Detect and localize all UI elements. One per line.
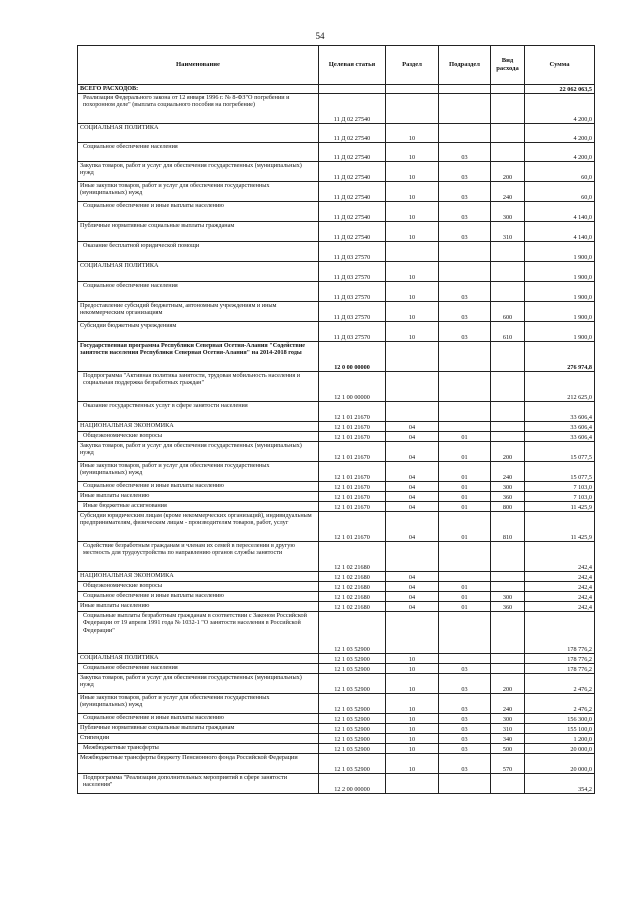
cell-sum: 15 077,5	[525, 442, 595, 462]
cell-sum: 4 200,0	[525, 94, 595, 124]
cell-sum: 20 000,0	[525, 754, 595, 774]
cell-subsection: 01	[439, 502, 491, 512]
cell-name: Закупка товаров, работ и услуг для обеспечения государственных (муниципальных) нужд	[78, 162, 319, 182]
cell-section: 10	[386, 724, 439, 734]
table-row	[78, 162, 595, 182]
cell-section: 10	[386, 654, 439, 664]
cell-article: 12 1 00 00000	[319, 372, 386, 402]
header-sum: Сумма	[525, 46, 595, 85]
cell-article: 11 Д 02 27540	[319, 162, 386, 182]
cell-sum: 155 100,0	[525, 724, 595, 734]
cell-expense-type	[491, 422, 525, 432]
cell-section: 04	[386, 482, 439, 492]
cell-expense-type	[491, 372, 525, 402]
cell-expense-type	[491, 242, 525, 262]
cell-subsection	[439, 542, 491, 572]
cell-section: 10	[386, 302, 439, 322]
cell-name: СОЦИАЛЬНАЯ ПОЛИТИКА	[78, 124, 319, 143]
cell-name: НАЦИОНАЛЬНАЯ ЭКОНОМИКА	[78, 422, 319, 432]
table-row	[78, 442, 595, 462]
cell-article: 12 1 02 21680	[319, 572, 386, 582]
table-row	[78, 654, 595, 664]
cell-sum: 178 776,2	[525, 612, 595, 654]
cell-section: 10	[386, 182, 439, 202]
cell-subsection	[439, 612, 491, 654]
cell-subsection: 03	[439, 754, 491, 774]
cell-expense-type	[491, 143, 525, 162]
cell-section: 04	[386, 572, 439, 582]
cell-article: 12 1 01 21670	[319, 462, 386, 482]
table-row	[78, 124, 595, 143]
table-row	[78, 774, 595, 794]
cell-expense-type	[491, 774, 525, 794]
cell-expense-type: 800	[491, 502, 525, 512]
table-row	[78, 612, 595, 654]
cell-article: 11 Д 02 27540	[319, 182, 386, 202]
cell-section: 10	[386, 674, 439, 694]
cell-subsection: 03	[439, 143, 491, 162]
cell-article: 12 1 03 52900	[319, 674, 386, 694]
cell-name: Иные закупки товаров, работ и услуг для обеспечения государственных (муниципальных) нужд	[78, 694, 319, 714]
cell-name: СОЦИАЛЬНАЯ ПОЛИТИКА	[78, 262, 319, 282]
cell-subsection: 03	[439, 714, 491, 724]
cell-section	[386, 85, 439, 94]
cell-name: СОЦИАЛЬНАЯ ПОЛИТИКА	[78, 654, 319, 664]
cell-sum: 60,0	[525, 182, 595, 202]
cell-subsection: 03	[439, 322, 491, 342]
table-row	[78, 242, 595, 262]
cell-sum: 11 425,9	[525, 512, 595, 542]
cell-article: 12 1 03 52900	[319, 754, 386, 774]
cell-name: Иные выплаты населению	[78, 492, 319, 502]
cell-expense-type	[491, 402, 525, 422]
cell-article: 11 Д 02 27540	[319, 143, 386, 162]
cell-sum: 7 103,0	[525, 492, 595, 502]
cell-subsection	[439, 94, 491, 124]
cell-name: Иные бюджетные ассигнования	[78, 502, 319, 512]
cell-section	[386, 612, 439, 654]
cell-section: 04	[386, 582, 439, 592]
header-name: Наименование	[78, 46, 319, 85]
cell-section: 04	[386, 592, 439, 602]
cell-expense-type: 310	[491, 724, 525, 734]
cell-expense-type	[491, 572, 525, 582]
table-row	[78, 422, 595, 432]
cell-section: 10	[386, 143, 439, 162]
cell-article: 12 1 01 21670	[319, 422, 386, 432]
cell-subsection: 01	[439, 492, 491, 502]
cell-name: Социальное обеспечение и иные выплаты населению	[78, 592, 319, 602]
cell-section: 10	[386, 262, 439, 282]
cell-section: 04	[386, 432, 439, 442]
cell-expense-type	[491, 85, 525, 94]
cell-name: Иные выплаты населению	[78, 602, 319, 612]
cell-subsection: 03	[439, 282, 491, 302]
table-row	[78, 182, 595, 202]
cell-sum: 15 077,5	[525, 462, 595, 482]
cell-sum: 60,0	[525, 162, 595, 182]
cell-name: Социальные выплаты безработным гражданам в соответствии с Законом Российской Федерации от 19 апреля 1991 года № 1032-1 "О занятости населения в Российской Федерации"	[78, 612, 319, 654]
cell-subsection	[439, 774, 491, 794]
table-row	[78, 222, 595, 242]
cell-sum: 242,4	[525, 542, 595, 572]
cell-expense-type	[491, 582, 525, 592]
table-row	[78, 572, 595, 582]
cell-expense-type	[491, 124, 525, 143]
cell-article: 12 1 03 52900	[319, 612, 386, 654]
cell-section: 04	[386, 422, 439, 432]
cell-section: 10	[386, 734, 439, 744]
cell-name: Социальное обеспечение и иные выплаты населению	[78, 714, 319, 724]
cell-name: Государственная программа Республики Северная Осетия-Алания "Содействие занятости населения Республики Северная Осетия-Алания" на 2014-2018 годы	[78, 342, 319, 372]
table-row	[78, 674, 595, 694]
cell-expense-type	[491, 612, 525, 654]
cell-article: 12 1 03 52900	[319, 714, 386, 724]
cell-expense-type: 360	[491, 492, 525, 502]
table-row	[78, 372, 595, 402]
cell-sum: 1 900,0	[525, 242, 595, 262]
cell-expense-type: 300	[491, 482, 525, 492]
table-row	[78, 262, 595, 282]
table-body	[78, 85, 595, 794]
header-expense-type: Вид расхода	[491, 46, 525, 85]
cell-name: Общеэкономические вопросы	[78, 432, 319, 442]
cell-subsection	[439, 124, 491, 143]
cell-section: 10	[386, 222, 439, 242]
cell-section: 04	[386, 512, 439, 542]
table-row	[78, 342, 595, 372]
cell-sum: 178 776,2	[525, 654, 595, 664]
cell-section: 04	[386, 462, 439, 482]
cell-article	[319, 85, 386, 94]
cell-expense-type: 300	[491, 592, 525, 602]
cell-expense-type	[491, 542, 525, 572]
cell-subsection: 03	[439, 222, 491, 242]
cell-sum: 33 606,4	[525, 432, 595, 442]
cell-subsection	[439, 402, 491, 422]
cell-sum: 2 476,2	[525, 674, 595, 694]
cell-subsection: 01	[439, 442, 491, 462]
cell-section: 10	[386, 664, 439, 674]
cell-expense-type: 570	[491, 754, 525, 774]
cell-article: 11 Д 03 27570	[319, 242, 386, 262]
cell-name: Предоставление субсидий бюджетным, автономным учреждениям и иным некоммерческим организациям	[78, 302, 319, 322]
cell-sum: 4 140,0	[525, 222, 595, 242]
cell-expense-type	[491, 432, 525, 442]
table-row	[78, 754, 595, 774]
cell-section	[386, 242, 439, 262]
cell-section: 10	[386, 714, 439, 724]
cell-article: 12 1 01 21670	[319, 482, 386, 492]
cell-name: Подпрограмма "Активная политика занятости, трудовая мобильность населения и социальная поддержка безработных граждан"	[78, 372, 319, 402]
cell-sum: 1 200,0	[525, 734, 595, 744]
cell-section: 04	[386, 502, 439, 512]
table-row	[78, 512, 595, 542]
cell-expense-type: 610	[491, 322, 525, 342]
table-header-row	[78, 46, 595, 85]
cell-article: 12 1 03 52900	[319, 744, 386, 754]
cell-sum: 22 062 063,5	[525, 85, 595, 94]
cell-sum: 33 606,4	[525, 402, 595, 422]
cell-section: 10	[386, 162, 439, 182]
table-row	[78, 282, 595, 302]
cell-name: НАЦИОНАЛЬНАЯ ЭКОНОМИКА	[78, 572, 319, 582]
cell-section: 10	[386, 754, 439, 774]
cell-name: Оказание бесплатной юридической помощи	[78, 242, 319, 262]
cell-name: Субсидии юридическим лицам (кроме некоммерческих организаций), индивидуальным предпринимателям, физическим лицам - производителям товаров, работ, услуг	[78, 512, 319, 542]
cell-article: 12 1 03 52900	[319, 664, 386, 674]
cell-expense-type: 300	[491, 714, 525, 724]
cell-subsection	[439, 572, 491, 582]
table-row	[78, 302, 595, 322]
cell-article: 12 1 02 21680	[319, 582, 386, 592]
table-row	[78, 744, 595, 754]
cell-section	[386, 774, 439, 794]
cell-article: 11 Д 02 27540	[319, 94, 386, 124]
cell-name: Межбюджетные трансферты	[78, 744, 319, 754]
cell-subsection: 03	[439, 302, 491, 322]
cell-article: 12 1 02 21680	[319, 542, 386, 572]
cell-name: Иные закупки товаров, работ и услуг для обеспечения государственных (муниципальных) нужд	[78, 182, 319, 202]
cell-expense-type: 240	[491, 182, 525, 202]
cell-article: 12 1 01 21670	[319, 492, 386, 502]
cell-subsection	[439, 262, 491, 282]
cell-name: Подпрограмма "Реализация дополнительных мероприятий в сфере занятости населения"	[78, 774, 319, 794]
cell-expense-type: 240	[491, 462, 525, 482]
cell-name: ВСЕГО РАСХОДОВ:	[78, 85, 319, 94]
cell-article: 12 1 01 21670	[319, 512, 386, 542]
cell-section	[386, 94, 439, 124]
cell-subsection: 03	[439, 182, 491, 202]
cell-section	[386, 372, 439, 402]
table-row	[78, 714, 595, 724]
cell-sum: 2 476,2	[525, 694, 595, 714]
cell-expense-type	[491, 262, 525, 282]
table-row	[78, 502, 595, 512]
cell-name: Закупка товаров, работ и услуг для обеспечения государственных (муниципальных) нужд	[78, 442, 319, 462]
table-row	[78, 602, 595, 612]
cell-article: 12 2 00 00000	[319, 774, 386, 794]
cell-article: 11 Д 03 27570	[319, 302, 386, 322]
cell-expense-type: 600	[491, 302, 525, 322]
cell-name: Содействие безработным гражданам и членам их семей в переселении в другую местность для трудоустройства по направлению органов службы занятости	[78, 542, 319, 572]
cell-subsection: 03	[439, 162, 491, 182]
table-row	[78, 492, 595, 502]
cell-article: 12 1 01 21670	[319, 402, 386, 422]
cell-section: 04	[386, 602, 439, 612]
cell-subsection: 03	[439, 744, 491, 754]
cell-article: 12 1 02 21680	[319, 592, 386, 602]
cell-name: Субсидии бюджетным учреждениям	[78, 322, 319, 342]
cell-subsection	[439, 422, 491, 432]
cell-sum: 242,4	[525, 572, 595, 582]
cell-name: Социальное обеспечение и иные выплаты населению	[78, 202, 319, 222]
cell-article: 12 1 02 21680	[319, 602, 386, 612]
cell-article: 12 1 03 52900	[319, 724, 386, 734]
cell-expense-type: 200	[491, 442, 525, 462]
cell-article: 12 1 03 52900	[319, 654, 386, 664]
cell-name: Публичные нормативные социальные выплаты гражданам	[78, 724, 319, 734]
cell-section	[386, 542, 439, 572]
cell-sum: 4 200,0	[525, 124, 595, 143]
cell-subsection: 01	[439, 592, 491, 602]
cell-subsection: 03	[439, 734, 491, 744]
cell-subsection: 01	[439, 602, 491, 612]
cell-subsection: 03	[439, 724, 491, 734]
cell-name: Публичные нормативные социальные выплаты гражданам	[78, 222, 319, 242]
cell-article: 12 0 00 00000	[319, 342, 386, 372]
cell-article: 11 Д 02 27540	[319, 124, 386, 143]
table-row	[78, 322, 595, 342]
cell-name: Социальное обеспечение населения	[78, 143, 319, 162]
cell-expense-type: 200	[491, 674, 525, 694]
cell-section: 04	[386, 492, 439, 502]
cell-subsection: 03	[439, 694, 491, 714]
cell-name: Закупка товаров, работ и услуг для обеспечения государственных (муниципальных) нужд	[78, 674, 319, 694]
cell-sum: 20 000,0	[525, 744, 595, 754]
cell-sum: 11 425,9	[525, 502, 595, 512]
cell-sum: 242,4	[525, 592, 595, 602]
cell-expense-type: 810	[491, 512, 525, 542]
cell-sum: 212 625,0	[525, 372, 595, 402]
table-row	[78, 734, 595, 744]
cell-sum: 242,4	[525, 582, 595, 592]
table-row	[78, 85, 595, 94]
cell-subsection	[439, 342, 491, 372]
cell-name: Стипендии	[78, 734, 319, 744]
cell-subsection: 01	[439, 482, 491, 492]
cell-name: Социальное обеспечение населения	[78, 282, 319, 302]
cell-sum: 178 776,2	[525, 664, 595, 674]
cell-name: Оказание государственных услуг в сфере занятости населения	[78, 402, 319, 422]
cell-sum: 4 140,0	[525, 202, 595, 222]
cell-expense-type: 500	[491, 744, 525, 754]
table-row	[78, 724, 595, 734]
cell-subsection	[439, 654, 491, 664]
cell-section: 10	[386, 124, 439, 143]
cell-name: Реализация Федерального закона от 12 января 1996 г. № 8-ФЗ"О погребении и похоронном деле" (выплата социального пособия на погребение)	[78, 94, 319, 124]
header-article: Целевая статья	[319, 46, 386, 85]
page-number: 54	[315, 31, 325, 41]
cell-sum: 1 900,0	[525, 302, 595, 322]
cell-sum: 7 103,0	[525, 482, 595, 492]
table-row	[78, 432, 595, 442]
cell-sum: 33 606,4	[525, 422, 595, 432]
cell-subsection: 01	[439, 512, 491, 542]
table-row	[78, 143, 595, 162]
cell-name: Социальное обеспечение и иные выплаты населению	[78, 482, 319, 492]
cell-article: 12 1 03 52900	[319, 734, 386, 744]
table-row	[78, 592, 595, 602]
cell-subsection	[439, 372, 491, 402]
cell-article: 12 1 01 21670	[319, 502, 386, 512]
cell-name: Иные закупки товаров, работ и услуг для обеспечения государственных (муниципальных) нужд	[78, 462, 319, 482]
cell-article: 12 1 01 21670	[319, 432, 386, 442]
cell-sum: 354,2	[525, 774, 595, 794]
cell-article: 11 Д 03 27570	[319, 322, 386, 342]
cell-article: 11 Д 03 27570	[319, 262, 386, 282]
cell-sum: 1 900,0	[525, 282, 595, 302]
cell-sum: 1 900,0	[525, 322, 595, 342]
cell-section: 10	[386, 202, 439, 222]
cell-expense-type: 200	[491, 162, 525, 182]
table-row	[78, 462, 595, 482]
cell-section: 10	[386, 744, 439, 754]
cell-section: 10	[386, 322, 439, 342]
cell-expense-type: 300	[491, 202, 525, 222]
cell-name: Межбюджетные трансферты бюджету Пенсионного фонда Российской Федерации	[78, 754, 319, 774]
cell-article: 11 Д 03 27570	[319, 282, 386, 302]
cell-section	[386, 342, 439, 372]
table-row	[78, 94, 595, 124]
cell-sum: 4 200,0	[525, 143, 595, 162]
table-row	[78, 402, 595, 422]
cell-expense-type	[491, 94, 525, 124]
budget-table	[77, 45, 595, 794]
cell-expense-type	[491, 342, 525, 372]
cell-subsection	[439, 242, 491, 262]
cell-section: 04	[386, 442, 439, 462]
cell-subsection: 01	[439, 432, 491, 442]
cell-expense-type	[491, 282, 525, 302]
header-section: Раздел	[386, 46, 439, 85]
cell-expense-type: 310	[491, 222, 525, 242]
cell-subsection: 01	[439, 462, 491, 482]
cell-sum: 1 900,0	[525, 262, 595, 282]
cell-article: 12 1 03 52900	[319, 694, 386, 714]
table-row	[78, 582, 595, 592]
cell-sum: 242,4	[525, 602, 595, 612]
cell-sum: 276 974,8	[525, 342, 595, 372]
cell-expense-type: 340	[491, 734, 525, 744]
cell-expense-type: 240	[491, 694, 525, 714]
table-row	[78, 542, 595, 572]
cell-name: Социальное обеспечение населения	[78, 664, 319, 674]
table-row	[78, 694, 595, 714]
cell-subsection: 03	[439, 202, 491, 222]
cell-subsection: 03	[439, 664, 491, 674]
cell-article: 12 1 01 21670	[319, 442, 386, 462]
cell-expense-type	[491, 664, 525, 674]
cell-subsection: 03	[439, 674, 491, 694]
cell-section: 10	[386, 694, 439, 714]
cell-section	[386, 402, 439, 422]
cell-article: 11 Д 02 27540	[319, 202, 386, 222]
cell-section: 10	[386, 282, 439, 302]
cell-sum: 156 300,0	[525, 714, 595, 724]
cell-name: Общеэкономические вопросы	[78, 582, 319, 592]
cell-article: 11 Д 02 27540	[319, 222, 386, 242]
table-row	[78, 664, 595, 674]
cell-expense-type	[491, 654, 525, 664]
cell-subsection	[439, 85, 491, 94]
header-subsection: Подраздел	[439, 46, 491, 85]
cell-expense-type: 360	[491, 602, 525, 612]
cell-subsection: 01	[439, 582, 491, 592]
table-row	[78, 202, 595, 222]
table-row	[78, 482, 595, 492]
